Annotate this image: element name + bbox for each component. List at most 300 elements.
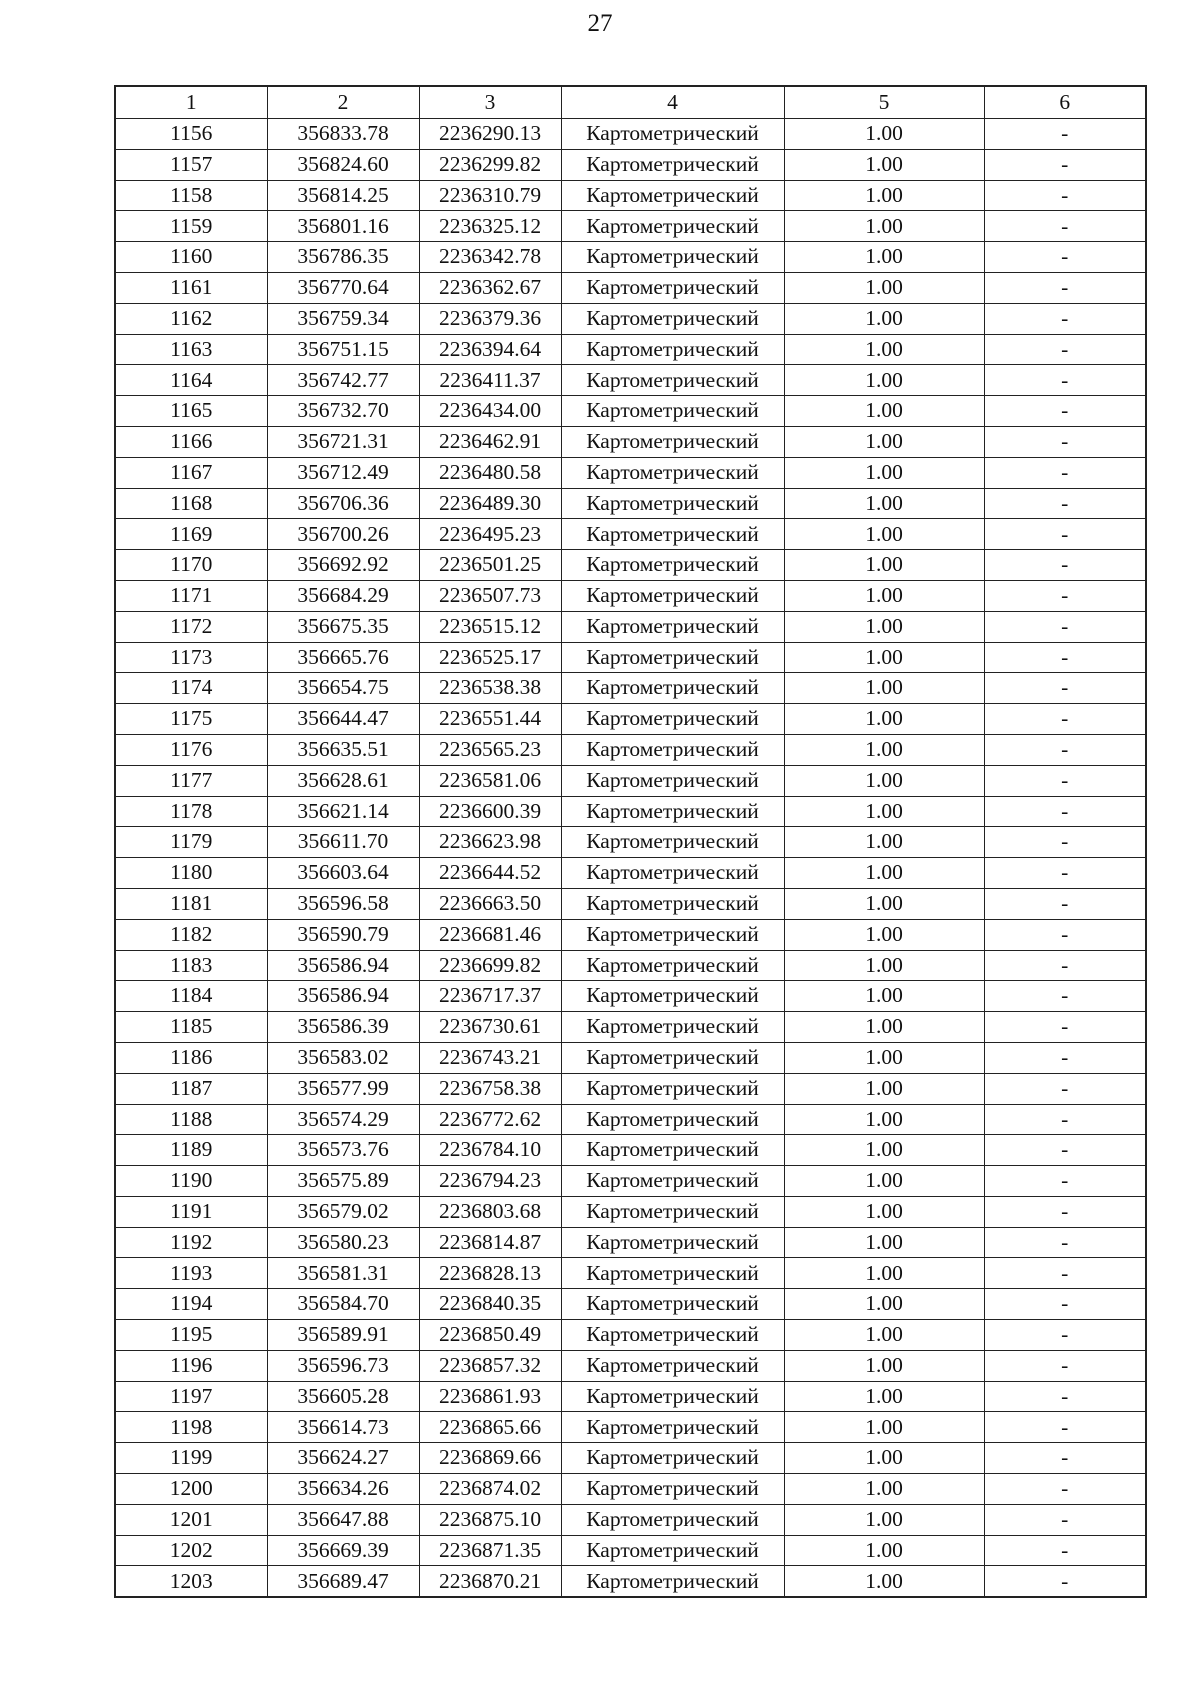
table-row <box>115 673 1146 704</box>
accuracy-cell: 1.00 <box>784 1504 984 1535</box>
accuracy-cell: 1.00 <box>784 1381 984 1412</box>
accuracy-cell: 1.00 <box>784 858 984 889</box>
header-cell-4: 4 <box>561 86 784 119</box>
x-coordinate-cell: 356669.39 <box>267 1535 419 1566</box>
accuracy-cell: 1.00 <box>784 1012 984 1043</box>
table-header <box>115 86 1146 119</box>
y-coordinate-cell: 2236743.21 <box>419 1042 561 1073</box>
method-cell: Картометрический <box>561 1566 784 1597</box>
method-cell: Картометрический <box>561 765 784 796</box>
table-row <box>115 888 1146 919</box>
table-row <box>115 1196 1146 1227</box>
note-cell: - <box>984 981 1146 1012</box>
point-number-cell: 1179 <box>115 827 267 858</box>
accuracy-cell: 1.00 <box>784 1166 984 1197</box>
note-cell: - <box>984 457 1146 488</box>
table-row <box>115 1104 1146 1135</box>
note-cell: - <box>984 211 1146 242</box>
accuracy-cell: 1.00 <box>784 642 984 673</box>
note-cell: - <box>984 1042 1146 1073</box>
x-coordinate-cell: 356628.61 <box>267 765 419 796</box>
point-number-cell: 1203 <box>115 1566 267 1597</box>
method-cell: Картометрический <box>561 457 784 488</box>
method-cell: Картометрический <box>561 1381 784 1412</box>
point-number-cell: 1193 <box>115 1258 267 1289</box>
y-coordinate-cell: 2236758.38 <box>419 1073 561 1104</box>
method-cell: Картометрический <box>561 1135 784 1166</box>
note-cell: - <box>984 1227 1146 1258</box>
accuracy-cell: 1.00 <box>784 950 984 981</box>
accuracy-cell: 1.00 <box>784 1474 984 1505</box>
accuracy-cell: 1.00 <box>784 1042 984 1073</box>
method-cell: Картометрический <box>561 149 784 180</box>
point-number-cell: 1170 <box>115 550 267 581</box>
accuracy-cell: 1.00 <box>784 242 984 273</box>
note-cell: - <box>984 1350 1146 1381</box>
x-coordinate-cell: 356814.25 <box>267 180 419 211</box>
y-coordinate-cell: 2236717.37 <box>419 981 561 1012</box>
table-row <box>115 981 1146 1012</box>
header-cell-5: 5 <box>784 86 984 119</box>
note-cell: - <box>984 1504 1146 1535</box>
point-number-cell: 1161 <box>115 272 267 303</box>
y-coordinate-cell: 2236730.61 <box>419 1012 561 1043</box>
note-cell: - <box>984 1166 1146 1197</box>
header-cell-2: 2 <box>267 86 419 119</box>
y-coordinate-cell: 2236870.21 <box>419 1566 561 1597</box>
method-cell: Картометрический <box>561 180 784 211</box>
accuracy-cell: 1.00 <box>784 519 984 550</box>
table-row <box>115 1535 1146 1566</box>
table-row <box>115 1227 1146 1258</box>
accuracy-cell: 1.00 <box>784 426 984 457</box>
method-cell: Картометрический <box>561 1320 784 1351</box>
method-cell: Картометрический <box>561 1412 784 1443</box>
y-coordinate-cell: 2236501.25 <box>419 550 561 581</box>
x-coordinate-cell: 356611.70 <box>267 827 419 858</box>
note-cell: - <box>984 365 1146 396</box>
point-number-cell: 1177 <box>115 765 267 796</box>
accuracy-cell: 1.00 <box>784 1566 984 1597</box>
table-row <box>115 334 1146 365</box>
point-number-cell: 1167 <box>115 457 267 488</box>
point-number-cell: 1185 <box>115 1012 267 1043</box>
header-row <box>115 86 1146 119</box>
x-coordinate-cell: 356603.64 <box>267 858 419 889</box>
table-row <box>115 242 1146 273</box>
x-coordinate-cell: 356596.58 <box>267 888 419 919</box>
method-cell: Картометрический <box>561 950 784 981</box>
table-row <box>115 303 1146 334</box>
table-row <box>115 765 1146 796</box>
table-row <box>115 149 1146 180</box>
y-coordinate-cell: 2236310.79 <box>419 180 561 211</box>
y-coordinate-cell: 2236869.66 <box>419 1443 561 1474</box>
header-cell-6: 6 <box>984 86 1146 119</box>
note-cell: - <box>984 1289 1146 1320</box>
x-coordinate-cell: 356742.77 <box>267 365 419 396</box>
note-cell: - <box>984 1443 1146 1474</box>
x-coordinate-cell: 356647.88 <box>267 1504 419 1535</box>
table-row <box>115 1073 1146 1104</box>
accuracy-cell: 1.00 <box>784 1443 984 1474</box>
accuracy-cell: 1.00 <box>784 1196 984 1227</box>
y-coordinate-cell: 2236814.87 <box>419 1227 561 1258</box>
note-cell: - <box>984 1196 1146 1227</box>
y-coordinate-cell: 2236581.06 <box>419 765 561 796</box>
accuracy-cell: 1.00 <box>784 611 984 642</box>
accuracy-cell: 1.00 <box>784 211 984 242</box>
point-number-cell: 1188 <box>115 1104 267 1135</box>
accuracy-cell: 1.00 <box>784 272 984 303</box>
y-coordinate-cell: 2236772.62 <box>419 1104 561 1135</box>
y-coordinate-cell: 2236538.38 <box>419 673 561 704</box>
method-cell: Картометрический <box>561 1474 784 1505</box>
header-cell-3: 3 <box>419 86 561 119</box>
x-coordinate-cell: 356581.31 <box>267 1258 419 1289</box>
accuracy-cell: 1.00 <box>784 119 984 150</box>
point-number-cell: 1172 <box>115 611 267 642</box>
point-number-cell: 1186 <box>115 1042 267 1073</box>
note-cell: - <box>984 334 1146 365</box>
point-number-cell: 1182 <box>115 919 267 950</box>
note-cell: - <box>984 827 1146 858</box>
note-cell: - <box>984 796 1146 827</box>
method-cell: Картометрический <box>561 550 784 581</box>
accuracy-cell: 1.00 <box>784 488 984 519</box>
method-cell: Картометрический <box>561 796 784 827</box>
table-row <box>115 1135 1146 1166</box>
method-cell: Картометрический <box>561 734 784 765</box>
table-row <box>115 796 1146 827</box>
accuracy-cell: 1.00 <box>784 1073 984 1104</box>
y-coordinate-cell: 2236874.02 <box>419 1474 561 1505</box>
y-coordinate-cell: 2236434.00 <box>419 396 561 427</box>
method-cell: Картометрический <box>561 211 784 242</box>
method-cell: Картометрический <box>561 488 784 519</box>
note-cell: - <box>984 858 1146 889</box>
x-coordinate-cell: 356589.91 <box>267 1320 419 1351</box>
note-cell: - <box>984 242 1146 273</box>
method-cell: Картометрический <box>561 396 784 427</box>
table-row <box>115 211 1146 242</box>
table-row <box>115 1566 1146 1597</box>
point-number-cell: 1200 <box>115 1474 267 1505</box>
table-row <box>115 1474 1146 1505</box>
y-coordinate-cell: 2236828.13 <box>419 1258 561 1289</box>
table-row <box>115 1504 1146 1535</box>
x-coordinate-cell: 356665.76 <box>267 642 419 673</box>
note-cell: - <box>984 303 1146 334</box>
note-cell: - <box>984 580 1146 611</box>
point-number-cell: 1171 <box>115 580 267 611</box>
table-row <box>115 1258 1146 1289</box>
point-number-cell: 1156 <box>115 119 267 150</box>
table-row <box>115 1289 1146 1320</box>
table-row <box>115 919 1146 950</box>
y-coordinate-cell: 2236857.32 <box>419 1350 561 1381</box>
x-coordinate-cell: 356801.16 <box>267 211 419 242</box>
table-row <box>115 272 1146 303</box>
method-cell: Картометрический <box>561 1012 784 1043</box>
accuracy-cell: 1.00 <box>784 365 984 396</box>
accuracy-cell: 1.00 <box>784 580 984 611</box>
table-row <box>115 119 1146 150</box>
y-coordinate-cell: 2236803.68 <box>419 1196 561 1227</box>
table-row <box>115 1381 1146 1412</box>
accuracy-cell: 1.00 <box>784 396 984 427</box>
y-coordinate-cell: 2236507.73 <box>419 580 561 611</box>
note-cell: - <box>984 149 1146 180</box>
y-coordinate-cell: 2236495.23 <box>419 519 561 550</box>
y-coordinate-cell: 2236681.46 <box>419 919 561 950</box>
point-number-cell: 1164 <box>115 365 267 396</box>
y-coordinate-cell: 2236489.30 <box>419 488 561 519</box>
accuracy-cell: 1.00 <box>784 765 984 796</box>
method-cell: Картометрический <box>561 242 784 273</box>
note-cell: - <box>984 1566 1146 1597</box>
note-cell: - <box>984 1073 1146 1104</box>
accuracy-cell: 1.00 <box>784 457 984 488</box>
y-coordinate-cell: 2236871.35 <box>419 1535 561 1566</box>
x-coordinate-cell: 356584.70 <box>267 1289 419 1320</box>
x-coordinate-cell: 356706.36 <box>267 488 419 519</box>
point-number-cell: 1180 <box>115 858 267 889</box>
accuracy-cell: 1.00 <box>784 180 984 211</box>
point-number-cell: 1169 <box>115 519 267 550</box>
y-coordinate-cell: 2236850.49 <box>419 1320 561 1351</box>
method-cell: Картометрический <box>561 1073 784 1104</box>
table-row <box>115 1166 1146 1197</box>
y-coordinate-cell: 2236515.12 <box>419 611 561 642</box>
point-number-cell: 1197 <box>115 1381 267 1412</box>
x-coordinate-cell: 356624.27 <box>267 1443 419 1474</box>
table-row <box>115 550 1146 581</box>
note-cell: - <box>984 1412 1146 1443</box>
y-coordinate-cell: 2236784.10 <box>419 1135 561 1166</box>
method-cell: Картометрический <box>561 981 784 1012</box>
x-coordinate-cell: 356692.92 <box>267 550 419 581</box>
note-cell: - <box>984 488 1146 519</box>
accuracy-cell: 1.00 <box>784 1535 984 1566</box>
point-number-cell: 1160 <box>115 242 267 273</box>
note-cell: - <box>984 734 1146 765</box>
note-cell: - <box>984 611 1146 642</box>
y-coordinate-cell: 2236362.67 <box>419 272 561 303</box>
x-coordinate-cell: 356621.14 <box>267 796 419 827</box>
note-cell: - <box>984 1258 1146 1289</box>
table-row <box>115 858 1146 889</box>
accuracy-cell: 1.00 <box>784 796 984 827</box>
method-cell: Картометрический <box>561 1443 784 1474</box>
method-cell: Картометрический <box>561 272 784 303</box>
accuracy-cell: 1.00 <box>784 827 984 858</box>
note-cell: - <box>984 765 1146 796</box>
y-coordinate-cell: 2236794.23 <box>419 1166 561 1197</box>
method-cell: Картометрический <box>561 119 784 150</box>
y-coordinate-cell: 2236663.50 <box>419 888 561 919</box>
method-cell: Картометрический <box>561 888 784 919</box>
point-number-cell: 1199 <box>115 1443 267 1474</box>
y-coordinate-cell: 2236480.58 <box>419 457 561 488</box>
note-cell: - <box>984 550 1146 581</box>
table-row <box>115 580 1146 611</box>
x-coordinate-cell: 356712.49 <box>267 457 419 488</box>
table-row <box>115 611 1146 642</box>
x-coordinate-cell: 356721.31 <box>267 426 419 457</box>
accuracy-cell: 1.00 <box>784 1227 984 1258</box>
table-row <box>115 365 1146 396</box>
point-number-cell: 1178 <box>115 796 267 827</box>
x-coordinate-cell: 356605.28 <box>267 1381 419 1412</box>
accuracy-cell: 1.00 <box>784 334 984 365</box>
note-cell: - <box>984 642 1146 673</box>
y-coordinate-cell: 2236644.52 <box>419 858 561 889</box>
x-coordinate-cell: 356577.99 <box>267 1073 419 1104</box>
x-coordinate-cell: 356579.02 <box>267 1196 419 1227</box>
point-number-cell: 1191 <box>115 1196 267 1227</box>
accuracy-cell: 1.00 <box>784 1258 984 1289</box>
note-cell: - <box>984 888 1146 919</box>
point-number-cell: 1189 <box>115 1135 267 1166</box>
note-cell: - <box>984 1135 1146 1166</box>
method-cell: Картометрический <box>561 334 784 365</box>
x-coordinate-cell: 356833.78 <box>267 119 419 150</box>
point-number-cell: 1165 <box>115 396 267 427</box>
method-cell: Картометрический <box>561 1258 784 1289</box>
point-number-cell: 1201 <box>115 1504 267 1535</box>
x-coordinate-cell: 356634.26 <box>267 1474 419 1505</box>
coordinates-table <box>114 85 1147 1598</box>
y-coordinate-cell: 2236840.35 <box>419 1289 561 1320</box>
table-row <box>115 642 1146 673</box>
point-number-cell: 1173 <box>115 642 267 673</box>
header-cell-1: 1 <box>115 86 267 119</box>
accuracy-cell: 1.00 <box>784 919 984 950</box>
note-cell: - <box>984 950 1146 981</box>
y-coordinate-cell: 2236699.82 <box>419 950 561 981</box>
x-coordinate-cell: 356654.75 <box>267 673 419 704</box>
accuracy-cell: 1.00 <box>784 303 984 334</box>
y-coordinate-cell: 2236623.98 <box>419 827 561 858</box>
page-number: 27 <box>587 10 613 37</box>
method-cell: Картометрический <box>561 1104 784 1135</box>
y-coordinate-cell: 2236299.82 <box>419 149 561 180</box>
x-coordinate-cell: 356786.35 <box>267 242 419 273</box>
y-coordinate-cell: 2236342.78 <box>419 242 561 273</box>
y-coordinate-cell: 2236865.66 <box>419 1412 561 1443</box>
method-cell: Картометрический <box>561 303 784 334</box>
table-row <box>115 1012 1146 1043</box>
note-cell: - <box>984 1320 1146 1351</box>
method-cell: Картометрический <box>561 426 784 457</box>
table-row <box>115 396 1146 427</box>
y-coordinate-cell: 2236290.13 <box>419 119 561 150</box>
point-number-cell: 1183 <box>115 950 267 981</box>
method-cell: Картометрический <box>561 1535 784 1566</box>
x-coordinate-cell: 356684.29 <box>267 580 419 611</box>
note-cell: - <box>984 119 1146 150</box>
accuracy-cell: 1.00 <box>784 1135 984 1166</box>
y-coordinate-cell: 2236875.10 <box>419 1504 561 1535</box>
x-coordinate-cell: 356590.79 <box>267 919 419 950</box>
point-number-cell: 1184 <box>115 981 267 1012</box>
table-row <box>115 519 1146 550</box>
method-cell: Картометрический <box>561 1196 784 1227</box>
method-cell: Картометрический <box>561 611 784 642</box>
accuracy-cell: 1.00 <box>784 1350 984 1381</box>
method-cell: Картометрический <box>561 858 784 889</box>
y-coordinate-cell: 2236565.23 <box>419 734 561 765</box>
accuracy-cell: 1.00 <box>784 704 984 735</box>
point-number-cell: 1166 <box>115 426 267 457</box>
table-row <box>115 704 1146 735</box>
point-number-cell: 1162 <box>115 303 267 334</box>
table-row <box>115 426 1146 457</box>
point-number-cell: 1198 <box>115 1412 267 1443</box>
method-cell: Картометрический <box>561 642 784 673</box>
point-number-cell: 1181 <box>115 888 267 919</box>
note-cell: - <box>984 673 1146 704</box>
table-body <box>115 119 1146 1598</box>
x-coordinate-cell: 356586.94 <box>267 981 419 1012</box>
note-cell: - <box>984 704 1146 735</box>
note-cell: - <box>984 272 1146 303</box>
table-row <box>115 734 1146 765</box>
point-number-cell: 1175 <box>115 704 267 735</box>
point-number-cell: 1187 <box>115 1073 267 1104</box>
table-row <box>115 488 1146 519</box>
method-cell: Картометрический <box>561 673 784 704</box>
point-number-cell: 1202 <box>115 1535 267 1566</box>
method-cell: Картометрический <box>561 1504 784 1535</box>
method-cell: Картометрический <box>561 580 784 611</box>
point-number-cell: 1194 <box>115 1289 267 1320</box>
point-number-cell: 1190 <box>115 1166 267 1197</box>
accuracy-cell: 1.00 <box>784 981 984 1012</box>
note-cell: - <box>984 396 1146 427</box>
method-cell: Картометрический <box>561 1289 784 1320</box>
x-coordinate-cell: 356675.35 <box>267 611 419 642</box>
note-cell: - <box>984 1535 1146 1566</box>
x-coordinate-cell: 356732.70 <box>267 396 419 427</box>
table-row <box>115 1443 1146 1474</box>
y-coordinate-cell: 2236525.17 <box>419 642 561 673</box>
method-cell: Картометрический <box>561 1166 784 1197</box>
method-cell: Картометрический <box>561 827 784 858</box>
x-coordinate-cell: 356596.73 <box>267 1350 419 1381</box>
note-cell: - <box>984 180 1146 211</box>
point-number-cell: 1168 <box>115 488 267 519</box>
y-coordinate-cell: 2236551.44 <box>419 704 561 735</box>
method-cell: Картометрический <box>561 1350 784 1381</box>
table-row <box>115 457 1146 488</box>
point-number-cell: 1192 <box>115 1227 267 1258</box>
point-number-cell: 1176 <box>115 734 267 765</box>
y-coordinate-cell: 2236379.36 <box>419 303 561 334</box>
accuracy-cell: 1.00 <box>784 888 984 919</box>
accuracy-cell: 1.00 <box>784 1320 984 1351</box>
x-coordinate-cell: 356751.15 <box>267 334 419 365</box>
point-number-cell: 1163 <box>115 334 267 365</box>
point-number-cell: 1196 <box>115 1350 267 1381</box>
note-cell: - <box>984 1012 1146 1043</box>
x-coordinate-cell: 356574.29 <box>267 1104 419 1135</box>
x-coordinate-cell: 356575.89 <box>267 1166 419 1197</box>
table-row <box>115 827 1146 858</box>
y-coordinate-cell: 2236861.93 <box>419 1381 561 1412</box>
y-coordinate-cell: 2236394.64 <box>419 334 561 365</box>
